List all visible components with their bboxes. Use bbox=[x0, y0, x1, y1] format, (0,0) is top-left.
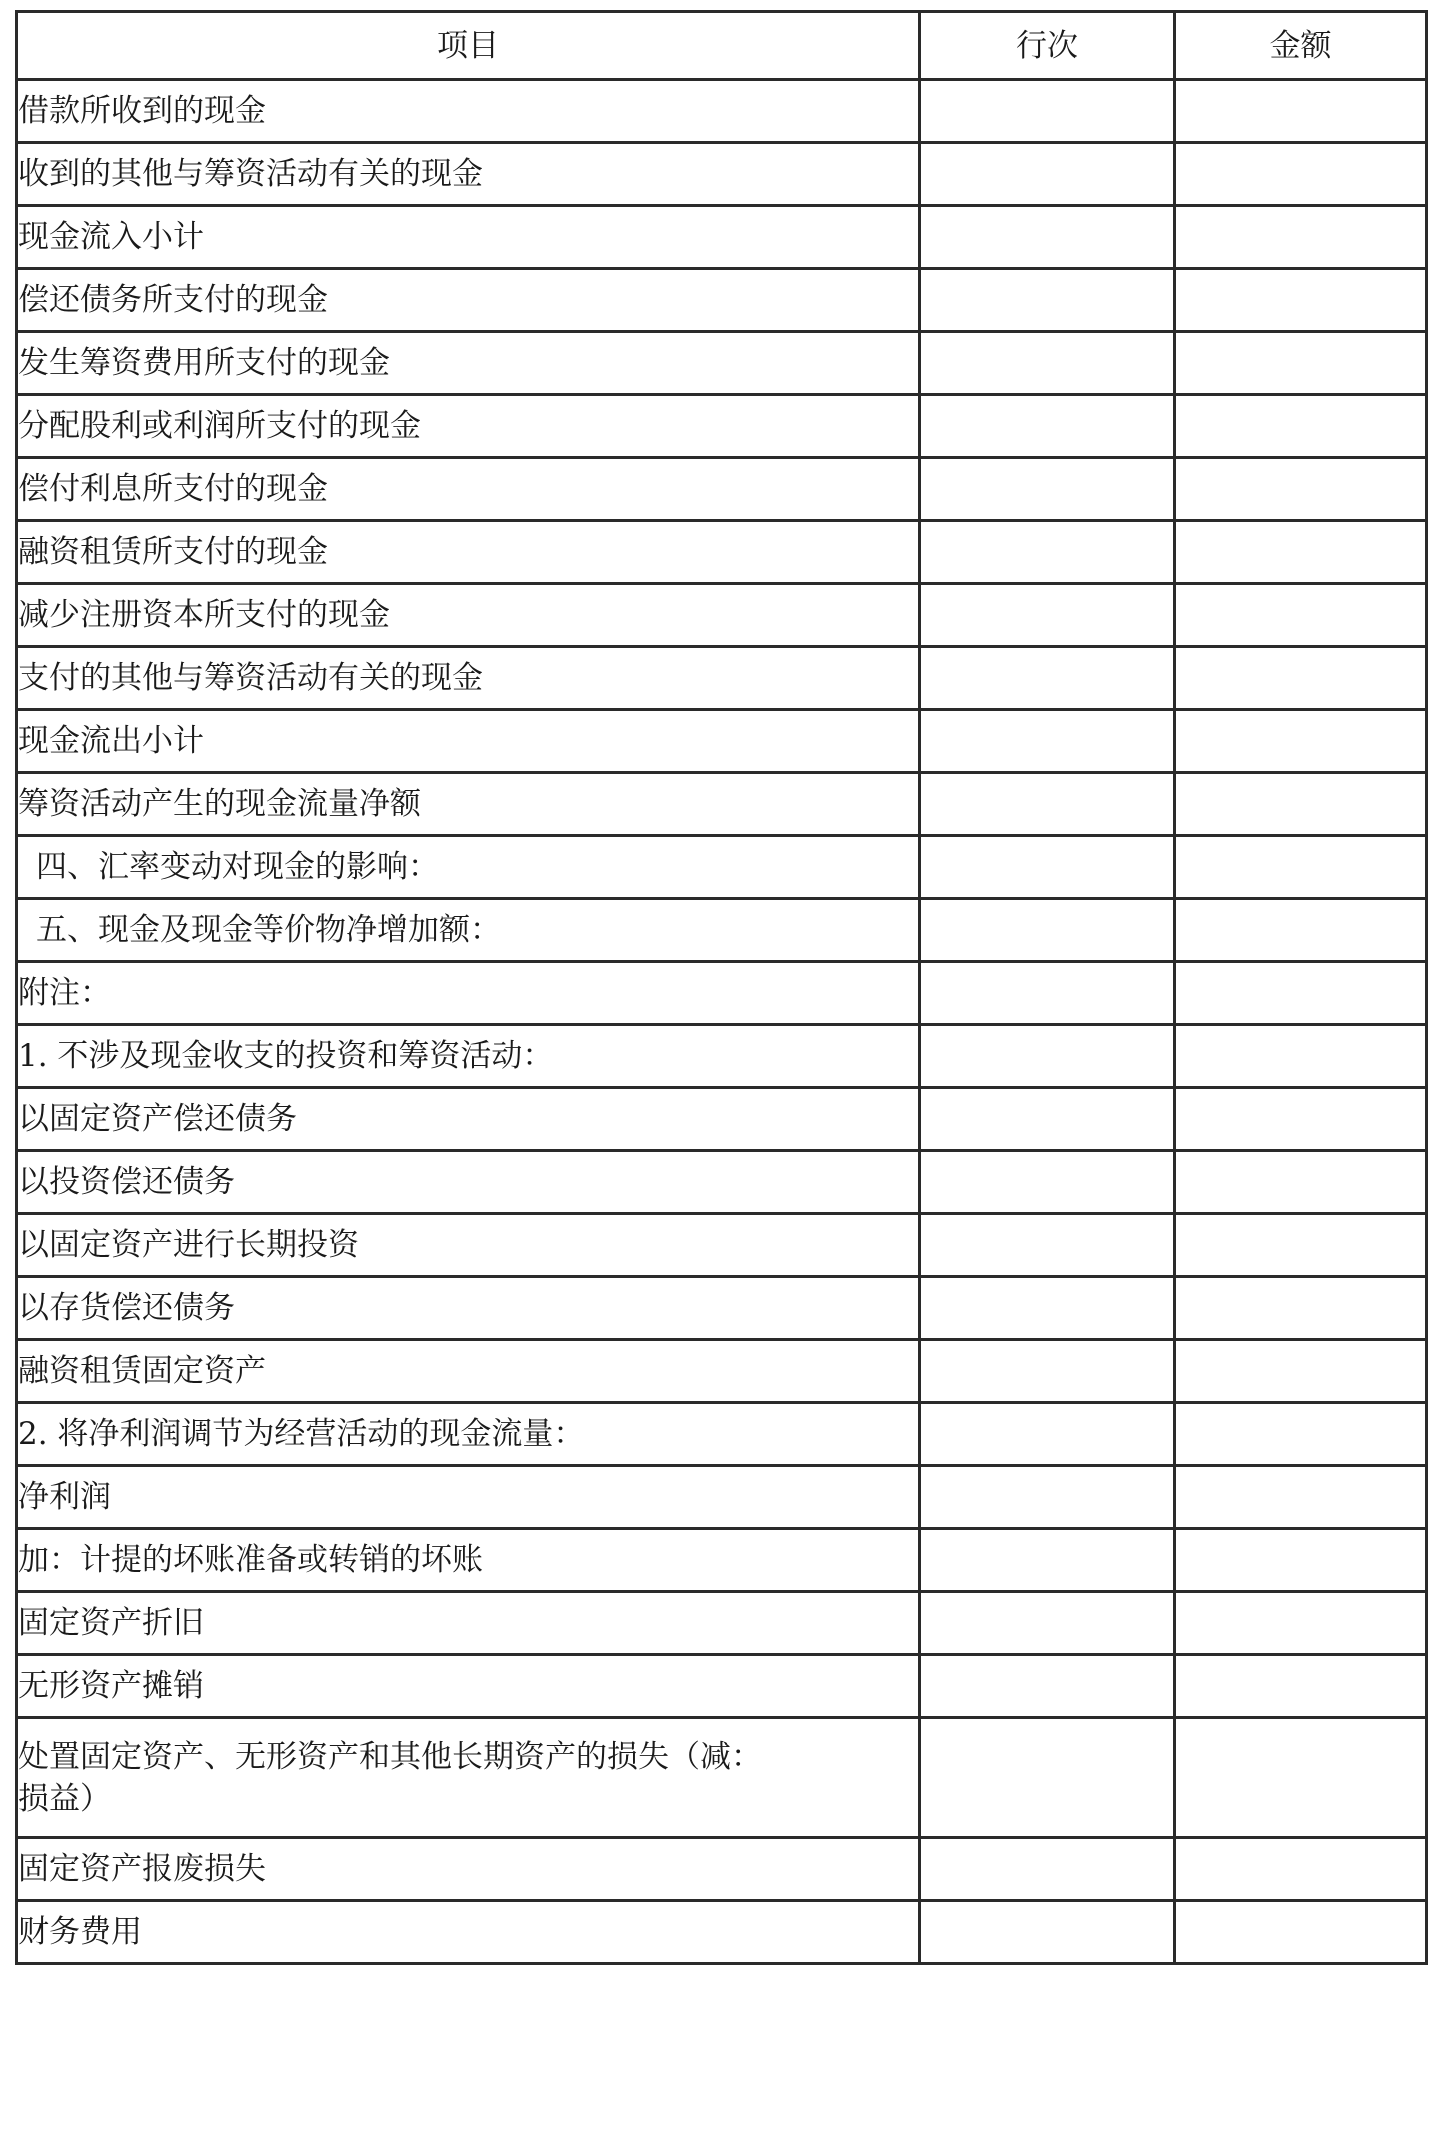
row-label: 固定资产折旧 bbox=[17, 1592, 920, 1655]
table-row bbox=[17, 206, 1427, 269]
row-amount-cell bbox=[1175, 395, 1427, 458]
row-line-no-cell bbox=[920, 1655, 1175, 1718]
cash-flow-table bbox=[15, 10, 1428, 1965]
row-label: 偿还债务所支付的现金 bbox=[17, 269, 920, 332]
row-label-multiline bbox=[17, 1718, 920, 1838]
table-row bbox=[17, 1277, 1427, 1340]
table-row bbox=[17, 1214, 1427, 1277]
row-amount-cell bbox=[1175, 962, 1427, 1025]
table-row bbox=[17, 1088, 1427, 1151]
table-header-row bbox=[17, 12, 1427, 80]
row-line-no-cell bbox=[920, 521, 1175, 584]
row-label: 融资租赁所支付的现金 bbox=[17, 521, 920, 584]
row-line-no-cell bbox=[920, 80, 1175, 143]
row-label: 分配股利或利润所支付的现金 bbox=[17, 395, 920, 458]
row-amount-cell bbox=[1175, 584, 1427, 647]
row-label: 现金流出小计 bbox=[17, 710, 920, 773]
row-amount-cell bbox=[1175, 1151, 1427, 1214]
row-line-no-cell bbox=[920, 1901, 1175, 1964]
row-amount-cell bbox=[1175, 206, 1427, 269]
row-label: 净利润 bbox=[17, 1466, 920, 1529]
table-row bbox=[17, 1151, 1427, 1214]
row-label: 附注： bbox=[17, 962, 920, 1025]
table-row bbox=[17, 1340, 1427, 1403]
row-amount-cell bbox=[1175, 1901, 1427, 1964]
table-row bbox=[17, 773, 1427, 836]
table-row bbox=[17, 1529, 1427, 1592]
row-label: 以存货偿还债务 bbox=[17, 1277, 920, 1340]
row-label: 固定资产报废损失 bbox=[17, 1838, 920, 1901]
row-line-no-cell bbox=[920, 458, 1175, 521]
row-label: 发生筹资费用所支付的现金 bbox=[17, 332, 920, 395]
row-label-line-2: 损益） bbox=[18, 1780, 111, 1817]
table-row bbox=[17, 80, 1427, 143]
row-line-no-cell bbox=[920, 584, 1175, 647]
row-amount-cell bbox=[1175, 1403, 1427, 1466]
row-label: 加：计提的坏账准备或转销的坏账 bbox=[17, 1529, 920, 1592]
row-amount-cell bbox=[1175, 836, 1427, 899]
table-row bbox=[17, 1718, 1427, 1838]
row-line-no-cell bbox=[920, 836, 1175, 899]
row-label: 减少注册资本所支付的现金 bbox=[17, 584, 920, 647]
row-amount-cell bbox=[1175, 269, 1427, 332]
row-amount-cell bbox=[1175, 1838, 1427, 1901]
table-row bbox=[17, 584, 1427, 647]
row-amount-cell bbox=[1175, 1592, 1427, 1655]
row-amount-cell bbox=[1175, 1277, 1427, 1340]
row-label: 现金流入小计 bbox=[17, 206, 920, 269]
table-row bbox=[17, 647, 1427, 710]
row-line-no-cell bbox=[920, 647, 1175, 710]
table-row bbox=[17, 1655, 1427, 1718]
row-amount-cell bbox=[1175, 647, 1427, 710]
row-label: 收到的其他与筹资活动有关的现金 bbox=[17, 143, 920, 206]
row-line-no-cell bbox=[920, 899, 1175, 962]
row-line-no-cell bbox=[920, 143, 1175, 206]
row-line-no-cell bbox=[920, 710, 1175, 773]
row-line-no-cell bbox=[920, 1529, 1175, 1592]
row-label: 四、汇率变动对现金的影响： bbox=[17, 836, 920, 899]
table-row bbox=[17, 899, 1427, 962]
row-amount-cell bbox=[1175, 143, 1427, 206]
row-label: 偿付利息所支付的现金 bbox=[17, 458, 920, 521]
row-amount-cell bbox=[1175, 773, 1427, 836]
table-row bbox=[17, 1466, 1427, 1529]
row-line-no-cell bbox=[920, 1214, 1175, 1277]
row-line-no-cell bbox=[920, 1838, 1175, 1901]
table-row bbox=[17, 143, 1427, 206]
row-line-no-cell bbox=[920, 269, 1175, 332]
table-row bbox=[17, 1403, 1427, 1466]
header-line-no: 行次 bbox=[920, 12, 1175, 80]
row-amount-cell bbox=[1175, 1655, 1427, 1718]
table-row bbox=[17, 395, 1427, 458]
row-label: 五、现金及现金等价物净增加额： bbox=[17, 899, 920, 962]
row-amount-cell bbox=[1175, 332, 1427, 395]
table-row bbox=[17, 962, 1427, 1025]
row-label: 1. 不涉及现金收支的投资和筹资活动： bbox=[17, 1025, 920, 1088]
row-amount-cell bbox=[1175, 710, 1427, 773]
row-label: 无形资产摊销 bbox=[17, 1655, 920, 1718]
row-line-no-cell bbox=[920, 1088, 1175, 1151]
table-row bbox=[17, 1838, 1427, 1901]
row-amount-cell bbox=[1175, 1718, 1427, 1838]
table-row bbox=[17, 332, 1427, 395]
row-label-line-1: 处置固定资产、无形资产和其他长期资产的损失（减： bbox=[18, 1738, 762, 1775]
row-label: 以固定资产偿还债务 bbox=[17, 1088, 920, 1151]
row-line-no-cell bbox=[920, 1592, 1175, 1655]
cash-flow-statement-sheet bbox=[15, 10, 1425, 1965]
row-label: 筹资活动产生的现金流量净额 bbox=[17, 773, 920, 836]
row-amount-cell bbox=[1175, 521, 1427, 584]
table-row bbox=[17, 1025, 1427, 1088]
table-row bbox=[17, 269, 1427, 332]
table-row bbox=[17, 1901, 1427, 1964]
table-row bbox=[17, 836, 1427, 899]
table-row bbox=[17, 458, 1427, 521]
row-amount-cell bbox=[1175, 80, 1427, 143]
row-line-no-cell bbox=[920, 962, 1175, 1025]
row-label: 支付的其他与筹资活动有关的现金 bbox=[17, 647, 920, 710]
row-amount-cell bbox=[1175, 1529, 1427, 1592]
row-label: 借款所收到的现金 bbox=[17, 80, 920, 143]
row-line-no-cell bbox=[920, 332, 1175, 395]
row-label: 2. 将净利润调节为经营活动的现金流量： bbox=[17, 1403, 920, 1466]
row-line-no-cell bbox=[920, 773, 1175, 836]
row-line-no-cell bbox=[920, 1025, 1175, 1088]
row-line-no-cell bbox=[920, 1277, 1175, 1340]
row-amount-cell bbox=[1175, 458, 1427, 521]
row-amount-cell bbox=[1175, 1214, 1427, 1277]
table-row bbox=[17, 521, 1427, 584]
row-amount-cell bbox=[1175, 1340, 1427, 1403]
row-line-no-cell bbox=[920, 1403, 1175, 1466]
header-item: 项目 bbox=[17, 12, 920, 80]
row-line-no-cell bbox=[920, 206, 1175, 269]
row-amount-cell bbox=[1175, 1025, 1427, 1088]
table-row bbox=[17, 1592, 1427, 1655]
row-amount-cell bbox=[1175, 1466, 1427, 1529]
header-amount: 金额 bbox=[1175, 12, 1427, 80]
row-line-no-cell bbox=[920, 1718, 1175, 1838]
row-label: 以固定资产进行长期投资 bbox=[17, 1214, 920, 1277]
row-label: 融资租赁固定资产 bbox=[17, 1340, 920, 1403]
row-line-no-cell bbox=[920, 395, 1175, 458]
table-row bbox=[17, 710, 1427, 773]
row-amount-cell bbox=[1175, 1088, 1427, 1151]
row-line-no-cell bbox=[920, 1466, 1175, 1529]
row-line-no-cell bbox=[920, 1340, 1175, 1403]
row-label: 财务费用 bbox=[17, 1901, 920, 1964]
row-label: 以投资偿还债务 bbox=[17, 1151, 920, 1214]
row-line-no-cell bbox=[920, 1151, 1175, 1214]
row-amount-cell bbox=[1175, 899, 1427, 962]
